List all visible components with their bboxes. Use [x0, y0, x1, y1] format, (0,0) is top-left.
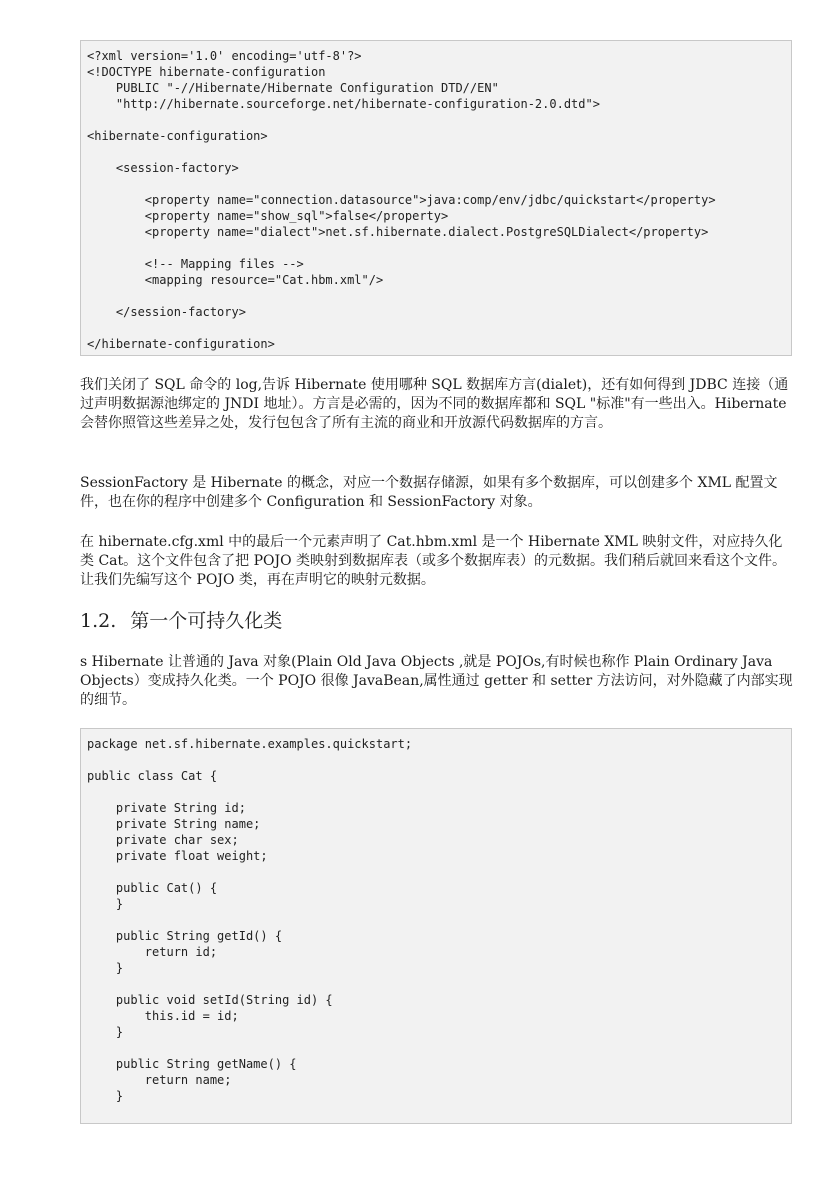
paragraph-dialect: 我们关闭了 SQL 命令的 log,告诉 Hibernate 使用哪种 SQL 数据库方言(dialet)，还有如何得到 JDBC 连接（通过声明数据源池绑定的 JNDI 地址）。方言是必需的，因为不同的数据库都和 SQL "标准"有一些出入。Hibernate 会替你照管这些差异之处，发行包包含了所有主流的商业和开放源代码数据库的方言。	[80, 377, 789, 431]
section-heading	[80, 609, 282, 633]
hibernate-config-code-block	[80, 40, 792, 356]
code-text: package net.sf.hibernate.examples.quickstart; public class Cat { private String id; private String name; private char sex; private float weight; public Cat() { } public String getId() { return id; } public void setId(String id) { this.id = id; } public String getName() { return name; }	[87, 737, 413, 1103]
section-title: 第一个可持久化类	[130, 610, 283, 632]
section-number: 1.2.	[80, 610, 117, 632]
paragraph-session-factory: SessionFactory 是 Hibernate 的概念，对应一个数据存储源，如果有多个数据库，可以创建多个 XML 配置文件，也在你的程序中创建多个 Configuration 和 SessionFactory 对象。	[80, 475, 778, 510]
cat-class-code-block	[80, 728, 792, 1124]
paragraph-mapping-file: 在 hibernate.cfg.xml 中的最后一个元素声明了 Cat.hbm.xml 是一个 Hibernate XML 映射文件，对应持久化类 Cat。这个文件包含了把 POJO 类映射到数据库表（或多个数据库表）的元数据。我们稍后就回来看这个文件。让我们先编写这个 POJO 类，再在声明它的映射元数据。	[80, 534, 787, 588]
paragraph-pojo: s Hibernate 让普通的 Java 对象(Plain Old Java Objects ,就是 POJOs,有时候也称作 Plain Ordinary Java Objects）变成持久化类。一个 POJO 很像 JavaBean,属性通过 getter 和 setter 方法访问，对外隐藏了内部实现的细节。	[80, 654, 793, 708]
code-text: <?xml version='1.0' encoding='utf-8'?> <!DOCTYPE hibernate-configuration PUBLIC "-//Hibernate/Hibernate Configuration DTD//EN" "http://hibernate.sourceforge.net/hibernate-configuration-2.0.dtd"> <hibernate-configuration> <session-factory> <property name="connection.datasource">java:comp/env/jdbc/quickstart</property> <property name="show_sql">false</property> <property name="dialect">net.sf.hibernate.dialect.PostgreSQLDialect</property> <!-- Mapping files --> <mapping resource="Cat.hbm.xml"/> </session-factory> </hibernate-configuration>	[87, 49, 716, 351]
